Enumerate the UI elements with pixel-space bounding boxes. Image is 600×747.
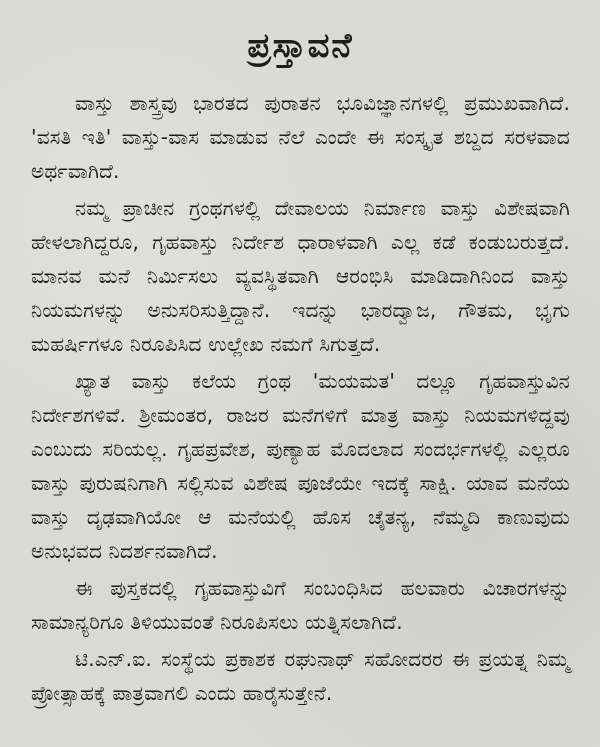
paragraph-4: ಈ ಪುಸ್ತಕದಲ್ಲಿ ಗೃಹವಾಸ್ತುವಿಗೆ ಸಂಬಂಧಿಸಿದ ಹಲವಾರು ವಿಚಾರಗಳನ್ನು ಸಾಮಾನ್ಯರಿಗೂ ತಿಳಿಯುವಂತೆ ನಿರೂಪಿಸಲು ಯತ್ನಿಸಲಾಗಿದೆ. bbox=[31, 576, 570, 634]
paragraph-5: ಟಿ.ಎನ್.ಐ. ಸಂಸ್ಥೆಯ ಪ್ರಕಾಶಕ ರಘುನಾಥ್ ಸಹೋದರರ ಈ ಪ್ರಯತ್ನ ನಿಮ್ಮ ಪ್ರೋತ್ಸಾಹಕ್ಕೆ ಪಾತ್ರವಾಗಲಿ ಎಂದು ಹಾರೈಸುತ್ತೇನೆ. bbox=[31, 647, 570, 705]
paragraph-2: ನಮ್ಮ ಪ್ರಾಚೀನ ಗ್ರಂಥಗಳಲ್ಲಿ ದೇವಾಲಯ ನಿರ್ಮಾಣ ವಾಸ್ತು ವಿಶೇಷವಾಗಿ ಹೇಳಲಾಗಿದ್ದರೂ, ಗೃಹವಾಸ್ತು ನಿರ್ದೇಶ ಧಾರಾಳವಾಗಿ ಎಲ್ಲ ಕಡೆ ಕಂಡುಬರುತ್ತದೆ. ಮಾನವ ಮನೆ ನಿರ್ಮಿಸಲು ವ್ಯವಸ್ಥಿತವಾಗಿ ಆರಂಭಿಸಿ ಮಾಡಿದಾಗಿನಿಂದ ವಾಸ್ತು ನಿಯಮಗಳನ್ನು ಅನುಸರಿಸುತ್ತಿದ್ದಾನೆ. ಇದನ್ನು ಭಾರದ್ವಾಜ, ಗೌತಮ, ಭೃಗು ಮಹರ್ಷಿಗಳೂ ನಿರೂಪಿಸಿದ ಉಲ್ಲೇಖ ನಮಗೆ ಸಿಗುತ್ತದೆ. bbox=[31, 196, 570, 356]
page-title: ಪ್ರಸ್ತಾವನೆ bbox=[247, 26, 354, 66]
paragraph-3: ಖ್ಯಾತ ವಾಸ್ತು ಕಲೆಯ ಗ್ರಂಥ 'ಮಯಮತ' ದಲ್ಲೂ ಗೃಹವಾಸ್ತುವಿನ ನಿರ್ದೇಶಗಳಿವೆ. ಶ್ರೀಮಂತರ, ರಾಜರ ಮನೆಗಳಿಗೆ ಮಾತ್ರ ವಾಸ್ತು ನಿಯಮಗಳಿದ್ದವು ಎಂಬುದು ಸರಿಯಲ್ಲ. ಗೃಹಪ್ರವೇಶ, ಪುಣ್ಯಾಹ ಮೊದಲಾದ ಸಂದರ್ಭಗಳಲ್ಲಿ ಎಲ್ಲರೂ ವಾಸ್ತು ಪುರುಷನಿಗಾಗಿ ಸಲ್ಲಿಸುವ ವಿಶೇಷ ಪೂಜೆಯೇ ಇದಕ್ಕೆ ಸಾಕ್ಷಿ. ಯಾವ ಮನೆಯ ವಾಸ್ತು ದೃಢವಾಗಿಯೋ ಆ ಮನೆಯಲ್ಲಿ ಹೊಸ ಚೈತನ್ಯ, ನೆಮ್ಮದಿ ಕಾಣುವುದು ಅನುಭವದ ನಿದರ್ಶನವಾಗಿದೆ. bbox=[31, 369, 570, 563]
paragraph-1: ವಾಸ್ತು ಶಾಸ್ತ್ರವು ಭಾರತದ ಪುರಾತನ ಭೂವಿಜ್ಞಾನಗಳಲ್ಲಿ ಪ್ರಮುಖವಾಗಿದೆ. 'ವಸತಿ ಇತಿ' ವಾಸ್ತು-ವಾಸ ಮಾಡುವ ನೆಲೆ ಎಂದೇ ಈ ಸಂಸ್ಕೃತ ಶಬ್ದದ ಸರಳವಾದ ಅರ್ಥವಾಗಿದೆ. bbox=[31, 91, 570, 183]
